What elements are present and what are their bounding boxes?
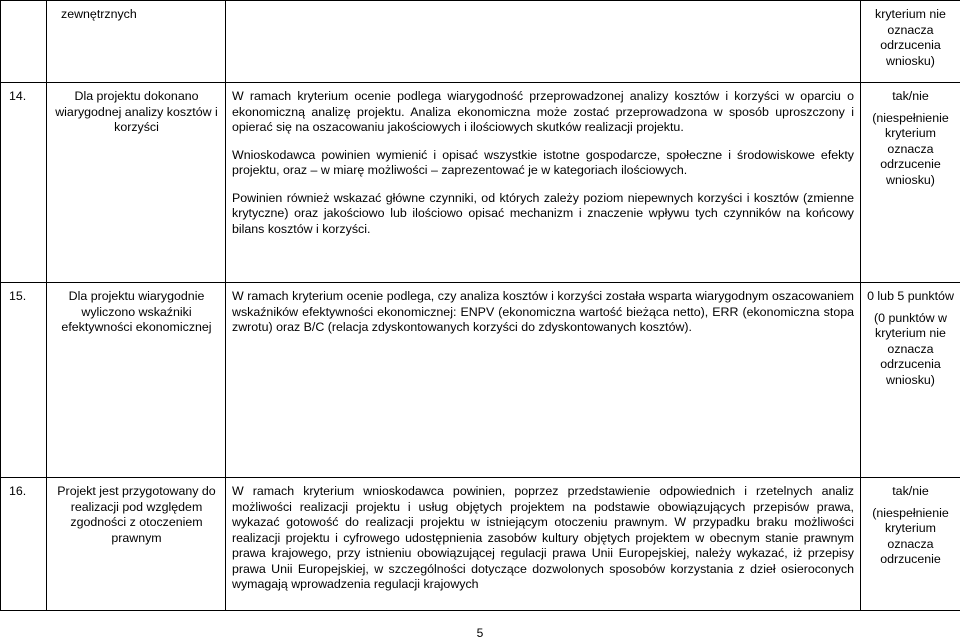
description-paragraph: W ramach kryterium ocenie podlega wiarygodność przeprowadzonej analizy kosztów i korzyści w oparciu o ekonomiczną analizę projektu. Analiza ekonomiczna może zostać przeprowadzona w sposób uproszczony i opierać się na oszacowaniu jakościowych i ilościowych skutków realizacji projektu. [232,89,854,134]
row-number: 14. [1,83,47,283]
row-number: 16. [1,478,47,611]
row-number: 15. [1,283,47,478]
criterion-score [861,1,960,83]
criterion-name: Projekt jest przygotowany do realizacji pod względem zgodności z otoczeniem prawnym [47,478,226,611]
score-text: tak/nie [892,89,929,103]
table-row [1,283,960,478]
description-paragraph: W ramach kryterium ocenie podlega, czy analiza kosztów i korzyści została wsparta wiarygodnym oszacowaniem wskaźników efektywności ekonomicznej: ENPV (ekonomiczna wartość bieżąca netto), ERR (ekonomiczna stopa zwrotu) oraz B/C (relacja zdyskontowanych korzyści do zdyskontowanych kosztów). [232,289,854,334]
description-paragraph: Powinien również wskazać główne czynniki, od których zależy poziom niepewnych korzyści i kosztów (zmienne krytyczne) oraz jakościowo lub ilościowo opisać mechanizm i znaczenie wpływu tych czynników na końcowy bilans kosztów i korzyści. [232,190,854,236]
criterion-score [861,283,960,478]
criterion-description [226,83,861,283]
criterion-score [861,478,960,611]
score-text: (niespełnienie kryterium oznacza odrzucenie wniosku) [872,110,949,187]
criterion-description [226,478,861,611]
table-row [1,83,960,283]
criterion-name: Dla projektu wiarygodnie wyliczono wskaźniki efektywności ekonomicznej [47,283,226,478]
table-row [1,1,960,83]
score-text: kryterium nie oznacza odrzucenia wniosku) [875,7,946,68]
criterion-description [226,283,861,478]
score-text: tak/nie [892,484,929,498]
criterion-score [861,83,960,283]
criterion-description [226,1,861,83]
description-paragraph: Wnioskodawca powinien wymienić i opisać wszystkie istotne gospodarcze, społeczne i środowiskowe efekty projektu, oraz – w miarę możliwości – zaprezentować je w kategoriach ilościowych. [232,147,854,177]
score-text: (niespełnienie kryterium oznacza odrzucenie [872,505,949,566]
criterion-name: zewnętrznych [47,1,226,83]
page-number: 5 [476,626,484,640]
row-number [1,1,47,83]
description-paragraph: W ramach kryterium wnioskodawca powinien, poprzez przedstawienie odpowiednich i rzetelnych analiz możliwości realizacji projektu i usług objętych projektem na podstawie obowiązujących przepisów prawa, wykazać gotowość do realizacji projektu w istniejącym otoczeniu prawnym. W przypadku braku możliwości realizacji projektu i cyfrowego udostępnienia zasobów kultury objętych projektem w obecnym stanie prawnym prawa krajowego, przy istnieniu obowiązującej regulacji prawa Unii Europejskiej, należy wykazać, iż przepisy prawa Unii Europejskiej, w szczególności dotyczące dozwolonych sposobów korzystania z dzieł osieroconych wymagają wprowadzenia regulacji krajowych [232,484,854,591]
criterion-name: Dla projektu dokonano wiarygodnej analizy kosztów i korzyści [47,83,226,283]
table-row [1,478,960,611]
score-text: 0 lub 5 punktów [867,289,954,303]
score-text: (0 punktów w kryterium nie oznacza odrzucenia wniosku) [873,310,947,387]
